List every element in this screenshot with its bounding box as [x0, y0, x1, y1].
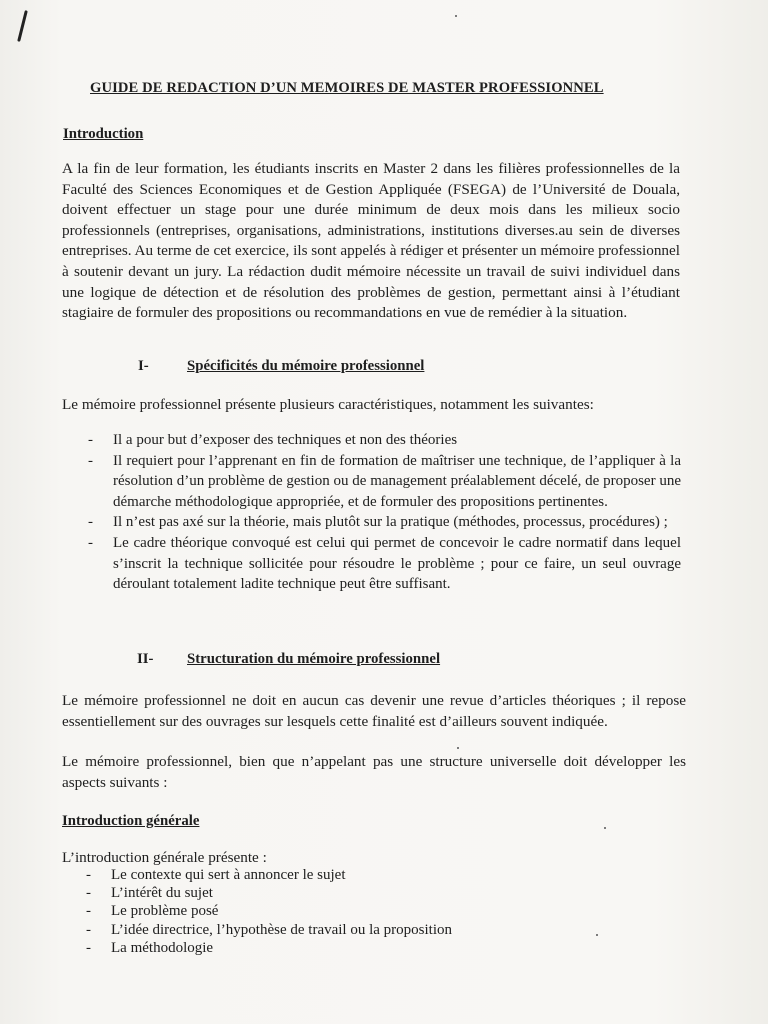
scan-speck [596, 934, 598, 936]
section-2-heading: Structuration du mémoire professionnel [187, 651, 441, 667]
bullet-dash: - [86, 903, 91, 920]
general-introduction-bullet-list [86, 866, 561, 957]
list-item-text: Le cadre théorique convoqué est celui qui permet de concevoir le cadre normatif dans lequel s’inscrit la technique sollicitée pour résoudre le problème ; pour ce faire, un seul ouvrage déroulant totalement ladite technique peut être suffisant. [113, 534, 681, 593]
list-item [88, 430, 681, 451]
list-item [86, 902, 561, 920]
list-item-text: Il n’est pas axé sur la théorie, mais plutôt sur la pratique (méthodes, processus, procédures) ; [113, 514, 668, 531]
section-2-number: II- [137, 651, 154, 667]
list-item-text: La méthodologie [111, 939, 214, 956]
list-item-text: Il a pour but d’exposer des techniques et non des théories [113, 432, 458, 448]
bullet-dash: - [88, 452, 93, 469]
introduction-heading: Introduction [63, 126, 144, 142]
section-1-bullet-list [88, 430, 681, 595]
pen-mark [17, 10, 28, 42]
scan-speck [457, 747, 459, 749]
list-item-text: L’intérêt du sujet [111, 885, 213, 902]
list-item [86, 866, 561, 884]
section-1-number: I- [138, 358, 149, 374]
introduction-paragraph: A la fin de leur formation, les étudiants inscrits en Master 2 dans les filières professionnelles de la Faculté des Sciences Economiques et de Gestion Appliquée (FSEGA) de l’Université de Douala, doivent effectuer un stage pour une durée minimum de deux mois dans les milieux socio professionnels (entreprises, organisations, administrations, institutions diverses.au sein de diverses entreprises. Au terme de cet exercice, ils sont appelés à rédiger et présenter un mémoire professionnel à soutenir devant un jury. La rédaction dudit mémoire nécessite un travail de suivi individuel dans une logique de détection et de résolution des problèmes de gestion, permettant ainsi à l’étudiant stagiaire de formuler des propositions ou recommandations en vue de remédier à la situation. [62, 160, 680, 322]
bullet-dash: - [86, 921, 91, 938]
general-introduction-heading: Introduction générale [62, 813, 200, 829]
bullet-dash: - [86, 939, 91, 956]
list-item-text: Il requiert pour l’apprenant en fin de formation de maîtriser une technique, de l’appliquer à la résolution d’un problème de gestion ou de management préalablement décelé, de proposer une démarche méthodologique appropriée, et de formuler des propositions pertinentes. [113, 452, 681, 510]
section-1-intro: Le mémoire professionnel présente plusieurs caractéristiques, notamment les suivantes: [62, 396, 594, 413]
scan-speck [455, 15, 457, 17]
list-item [88, 533, 681, 595]
bullet-dash: - [86, 885, 91, 902]
bullet-dash: - [86, 867, 91, 883]
bullet-dash: - [88, 514, 93, 531]
scan-speck [604, 827, 606, 829]
general-introduction-intro: L’introduction générale présente : [62, 849, 267, 866]
bullet-dash: - [88, 534, 93, 551]
list-item [86, 884, 561, 902]
list-item [86, 921, 561, 939]
list-item [88, 451, 681, 513]
list-item [88, 512, 681, 533]
section-2-paragraph-1: Le mémoire professionnel ne doit en aucun cas devenir une revue d’articles théoriques ; il repose essentiellement sur des ouvrages sur lesquels cette finalité est d’ailleurs souvent indiquée. [62, 692, 686, 730]
list-item-text: Le contexte qui sert à annoncer le sujet [111, 867, 346, 883]
section-1-heading: Spécificités du mémoire professionnel [187, 358, 425, 374]
section-2-paragraph-2: Le mémoire professionnel, bien que n’appelant pas une structure universelle doit développer les aspects suivants : [62, 753, 686, 791]
list-item-text: Le problème posé [111, 903, 219, 920]
list-item [86, 939, 561, 957]
list-item-text: L’idée directrice, l’hypothèse de travail ou la proposition [111, 921, 453, 938]
document-title: GUIDE DE REDACTION D’UN MEMOIRES DE MASTER PROFESSIONNEL [90, 80, 604, 96]
bullet-dash: - [88, 432, 93, 448]
